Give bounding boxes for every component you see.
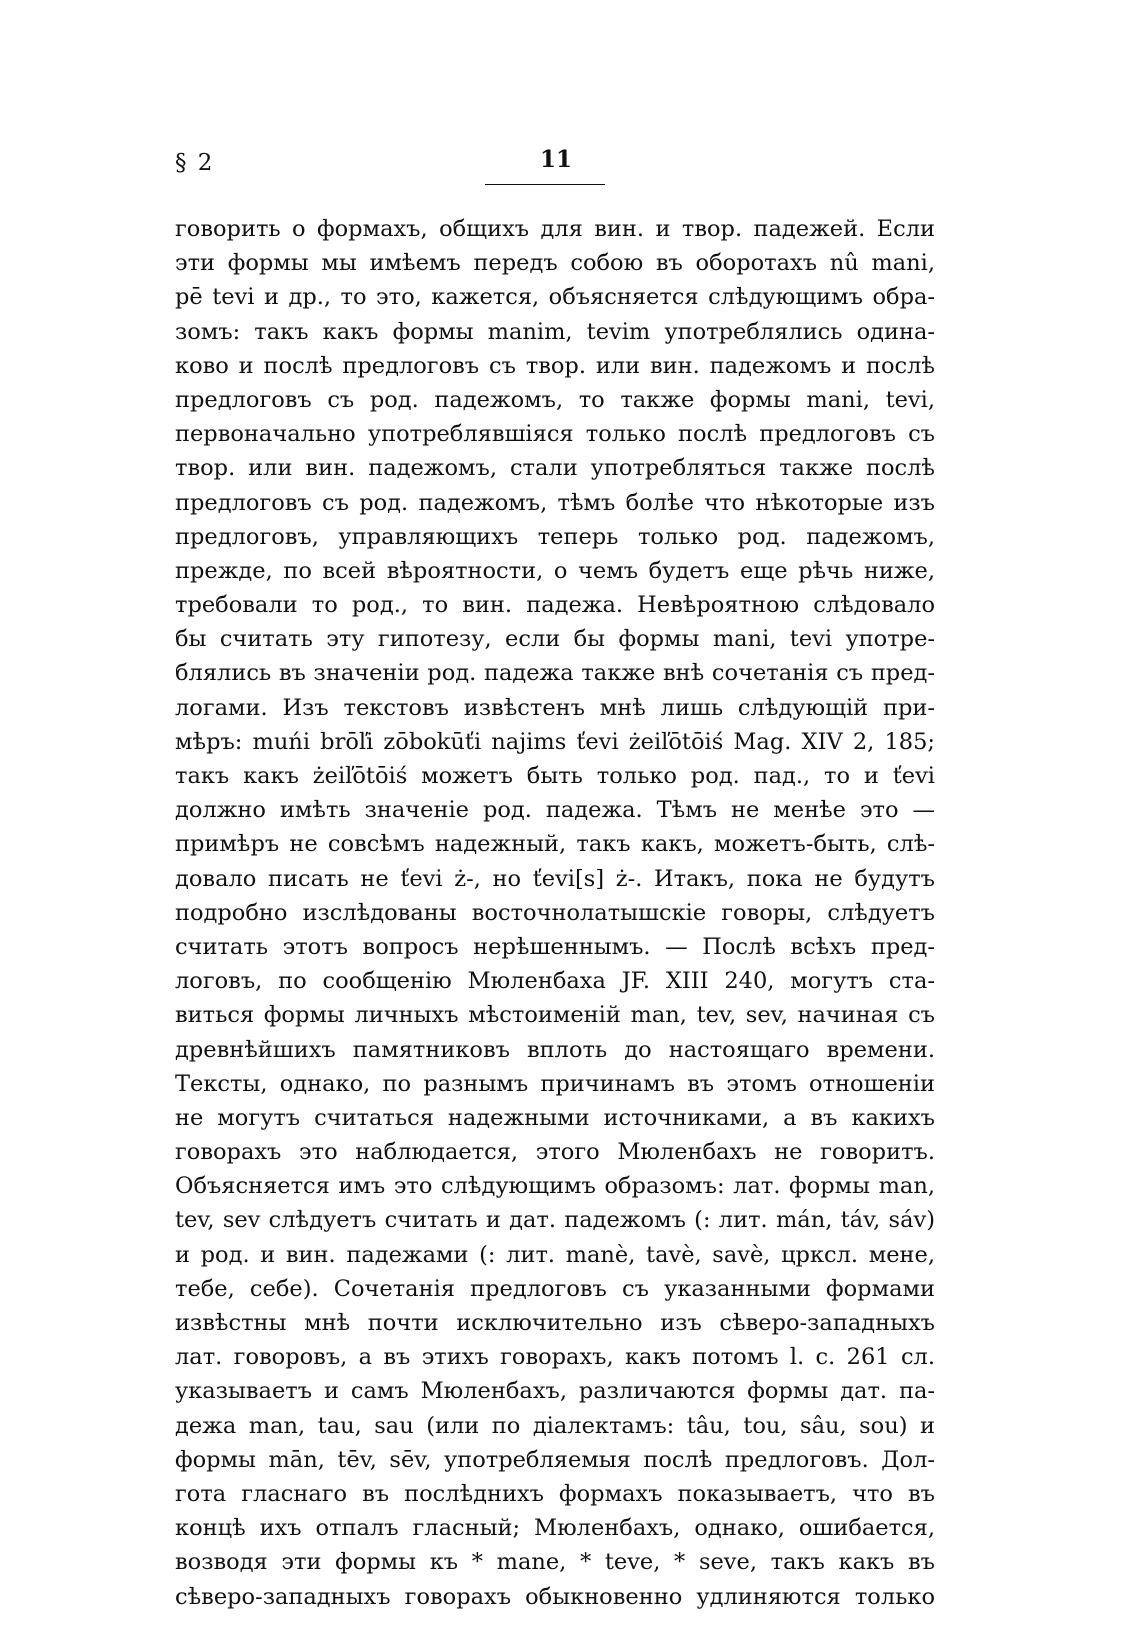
text-line: логами. Изъ текстовъ извѣстенъ мнѣ лишь слѣдующій при-	[175, 694, 935, 721]
text-line: pē tevi и др., то это, кажется, объясняется слѣдующимъ обра-	[175, 284, 935, 311]
text-line: Объясняется имъ это слѣдующимъ образомъ: лат. формы man,	[175, 1173, 935, 1200]
text-line: ково и послѣ предлоговъ съ твор. или вин. падежомъ и послѣ	[175, 352, 935, 379]
text-line: подробно изслѣдованы восточнолатышскіе говоры, слѣдуетъ	[175, 899, 935, 926]
text-line: Тексты, однако, по разнымъ причинамъ въ этомъ отношеніи	[175, 1070, 935, 1097]
text-line: первоначально употреблявшіяся только послѣ предлоговъ съ	[175, 421, 935, 448]
text-line: довало писать не ťevi ż-, но ťevi[s] ż-. Итакъ, пока не будутъ	[175, 865, 935, 892]
text-line: формы mān, tēv, sēv, употребляемыя послѣ предлоговъ. Дол-	[175, 1446, 935, 1473]
page-number: 11	[540, 146, 573, 173]
text-line: зомъ: такъ какъ формы manim, tevim употреблялись одина-	[175, 318, 935, 345]
text-line: должно имѣть значеніе род. падежа. Тѣмъ не менѣе это —	[175, 797, 935, 824]
text-line: не могутъ считаться надежными источниками, а въ какихъ	[175, 1104, 935, 1131]
text-line: древнѣйшихъ памятниковъ вплоть до настоящаго времени.	[175, 1036, 935, 1063]
text-line: дежа man, tau, sau (или по діалектамъ: tâu, tou, sâu, sou) и	[175, 1412, 935, 1439]
text-line: tev, sev слѣдуетъ считать и дат. падежомъ (: лит. mán, táv, sáv)	[175, 1207, 935, 1234]
text-line: такъ какъ żeiľōtōiś можетъ быть только род. пад., то и ťevi	[175, 763, 935, 789]
body-text	[175, 212, 935, 1614]
text-line: указываетъ и самъ Мюленбахъ, различаются формы дат. па-	[175, 1378, 935, 1405]
text-line: твор. или вин. падежомъ, стали употребляться также послѣ	[175, 455, 935, 482]
text-line: и род. и вин. падежами (: лит. manè, tavè, savè, цркcл. мене,	[175, 1241, 935, 1268]
text-line: логовъ, по сообщенію Мюленбаха JF. XIII 240, могутъ ста-	[175, 968, 935, 995]
text-line: сѣверо-западныхъ говорахъ обыкновенно удлиняются только	[175, 1583, 935, 1610]
text-line: гота гласнаго въ послѣднихъ формахъ показываетъ, что въ	[175, 1480, 935, 1507]
text-line: говорить о формахъ, общихъ для вин. и твор. падежей. Если	[175, 216, 935, 242]
text-line: виться формы личныхъ мѣстоименій man, tev, sev, начиная съ	[175, 1002, 935, 1029]
page-header	[175, 146, 935, 190]
text-line: считать этотъ вопросъ нерѣшеннымъ. — Послѣ всѣхъ пред-	[175, 933, 935, 960]
text-line: предлоговъ, управляющихъ теперь только род. падежомъ,	[175, 523, 935, 550]
text-line: требовали то род., то вин. падежа. Невѣроятною слѣдовало	[175, 592, 935, 619]
text-line: лат. говоровъ, а въ этихъ говорахъ, какъ потомъ l. c. 261 сл.	[175, 1344, 935, 1371]
text-line: возводя эти формы къ * mane, * teve, * seve, такъ какъ въ	[175, 1549, 935, 1576]
text-line: концѣ ихъ отпалъ гласный; Мюленбахъ, однако, ошибается,	[175, 1515, 935, 1542]
text-line: предлоговъ съ род. падежомъ, то также формы mani, tevi,	[175, 386, 935, 413]
text-line: блялись въ значеніи род. падежа также внѣ сочетанія съ пред-	[175, 660, 935, 687]
text-line: говорахъ это наблюдается, этого Мюленбахъ не говоритъ.	[175, 1139, 935, 1166]
text-line: тебе, себе). Сочетанія предлоговъ съ указанными формами	[175, 1275, 935, 1302]
text-line: предлоговъ съ род. падежомъ, тѣмъ болѣе что нѣкоторые изъ	[175, 489, 935, 516]
text-line: примѣръ не совсѣмъ надежный, такъ какъ, можетъ-быть, слѣ-	[175, 831, 935, 858]
text-line: извѣстны мнѣ почти исключительно изъ сѣверо-западныхъ	[175, 1310, 935, 1336]
text-line: мѣръ: muńi brōľi zōbokūťi najims ťevi żeiľōtōiś Mag. XIV 2, 185;	[175, 728, 935, 755]
text-line: прежде, по всей вѣроятности, о чемъ будетъ еще рѣчь ниже,	[175, 557, 935, 584]
text-line: бы считать эту гипотезу, если бы формы mani, tevi употре-	[175, 626, 935, 653]
section-mark: § 2	[175, 150, 215, 176]
header-rule	[485, 184, 605, 185]
text-line: эти формы мы имѣемъ передъ собою въ оборотахъ nû mani,	[175, 250, 935, 277]
